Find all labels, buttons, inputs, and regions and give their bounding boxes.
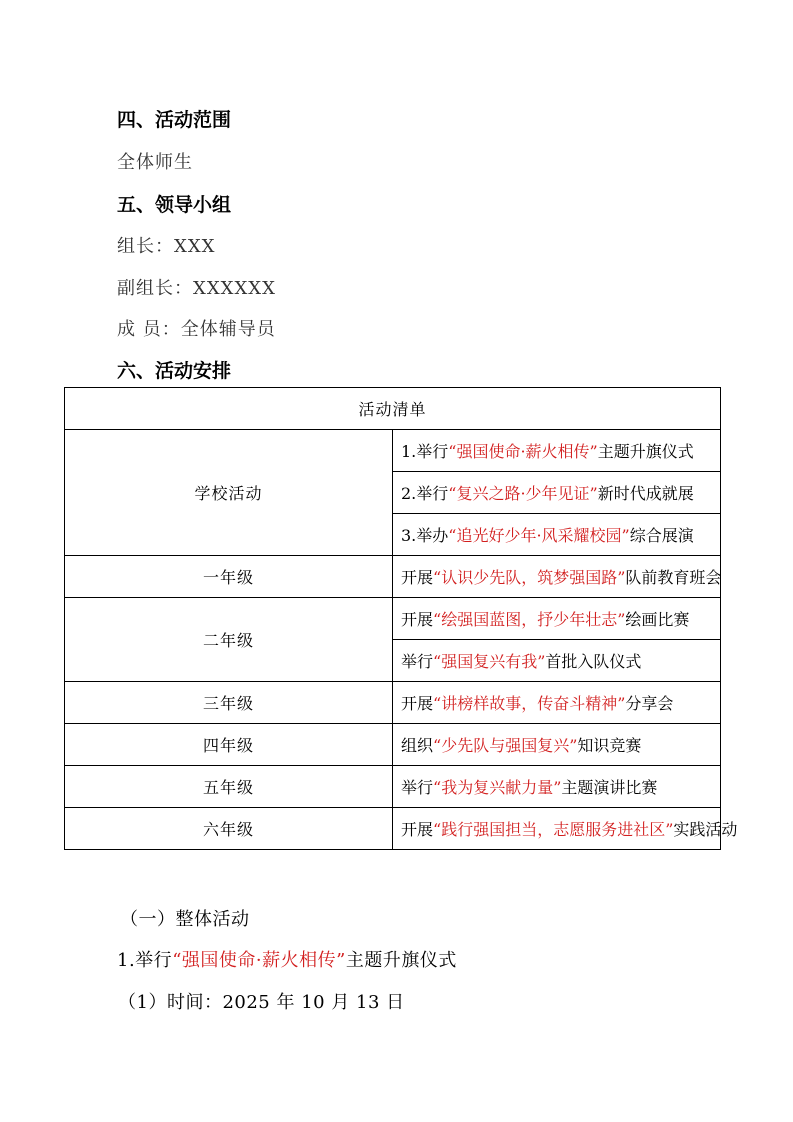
table-row — [65, 430, 721, 472]
leader-line: 组长：XXX — [117, 236, 216, 257]
table-cell: 开展“认识少先队，筑梦强国路”队前教育班会 — [393, 556, 721, 598]
table-cell: 开展“讲榜样故事，传奋斗精神”分享会 — [393, 682, 721, 724]
table-row — [65, 598, 721, 640]
table-cell: 开展“绘强国蓝图，抒少年壮志”绘画比赛 — [393, 598, 721, 640]
table-cell: 开展“践行强国担当，志愿服务进社区”实践活动 — [393, 808, 721, 850]
table-row — [65, 766, 721, 808]
table-cell: 举行“强国复兴有我”首批入队仪式 — [393, 640, 721, 682]
table-row — [65, 724, 721, 766]
activity-table — [64, 387, 738, 850]
overall-time-line: （1）时间：2025 年 10 月 13 日 — [118, 992, 405, 1013]
table-cell: 1.举行“强国使命·薪火相传”主题升旗仪式 — [393, 430, 721, 472]
section6-heading: 六、活动安排 — [117, 360, 232, 382]
table-row — [65, 556, 721, 598]
table-row — [65, 808, 721, 850]
table-header: 活动清单 — [65, 388, 721, 430]
row-label-grade1: 一年级 — [65, 556, 393, 598]
overall-item-1: 1.举行“强国使命·薪火相传”主题升旗仪式 — [117, 950, 457, 971]
table-row — [65, 682, 721, 724]
overall-activity-heading: （一）整体活动 — [120, 909, 250, 930]
table-header-row — [65, 388, 721, 430]
row-label-grade3: 三年级 — [65, 682, 393, 724]
table-cell: 3.举办“追光好少年·风采耀校园”综合展演 — [393, 514, 721, 556]
section5-heading: 五、领导小组 — [117, 194, 232, 216]
deputy-leader-line: 副组长：XXXXXX — [117, 278, 276, 299]
row-label-school: 学校活动 — [65, 430, 393, 556]
activity-scope-text: 全体师生 — [117, 152, 193, 173]
row-label-grade5: 五年级 — [65, 766, 393, 808]
row-label-grade2: 二年级 — [65, 598, 393, 682]
row-label-grade4: 四年级 — [65, 724, 393, 766]
section4-heading: 四、活动范围 — [117, 109, 232, 131]
table-cell: 2.举行“复兴之路·少年见证”新时代成就展 — [393, 472, 721, 514]
table-cell: 组织“少先队与强国复兴”知识竞赛 — [393, 724, 721, 766]
table-cell: 举行“我为复兴献力量”主题演讲比赛 — [393, 766, 721, 808]
row-label-grade6: 六年级 — [65, 808, 393, 850]
members-line: 成 员：全体辅导员 — [117, 319, 276, 340]
